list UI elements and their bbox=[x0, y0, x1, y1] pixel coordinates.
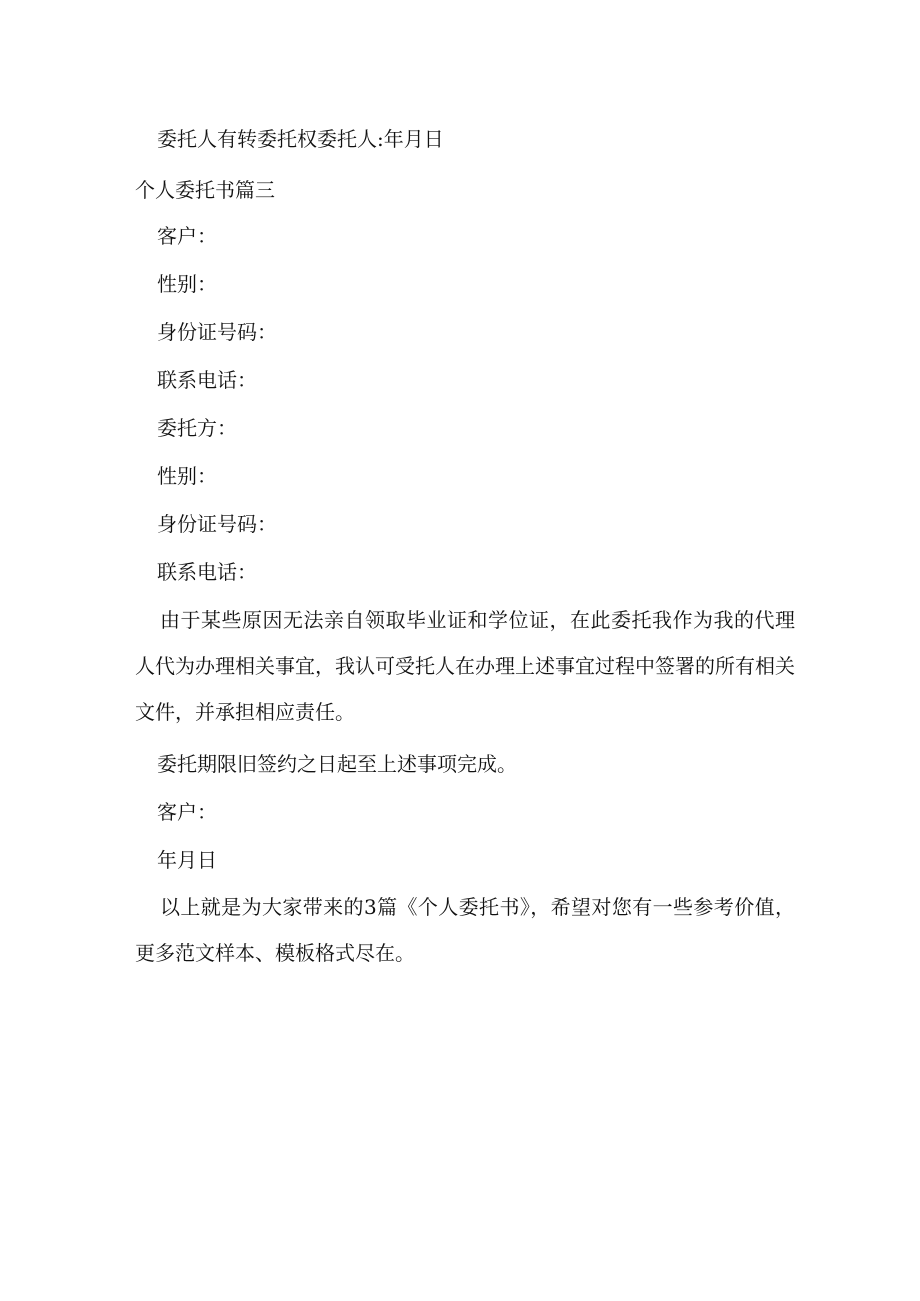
principal-phone-label: 联系电话： bbox=[157, 560, 257, 584]
section-heading: 个人委托书篇三 bbox=[135, 178, 275, 202]
authorization-paragraph: 由于某些原因无法亲自领取毕业证和学位证，在此委托我作为我的代理人代为办理相关事宜，我认可受托人在办理上述事宜过程中签署的所有相关文件，并承担相应责任。 bbox=[135, 608, 795, 724]
principal-label: 委托方： bbox=[157, 416, 237, 440]
client-signature-label: 客户： bbox=[157, 800, 217, 824]
term-line: 委托期限旧签约之日起至上述事项完成。 bbox=[157, 752, 517, 776]
client-id-number-label: 身份证号码： bbox=[157, 320, 277, 344]
principal-id-number-label: 身份证号码： bbox=[157, 512, 277, 536]
date-line: 年月日 bbox=[157, 848, 217, 872]
closing-paragraph: 以上就是为大家带来的3篇《个人委托书》，希望对您有一些参考价值，更多范文样本、模板格式尽在。 bbox=[135, 895, 795, 965]
client-phone-label: 联系电话： bbox=[157, 368, 257, 392]
client-gender-label: 性别： bbox=[157, 272, 217, 296]
client-label: 客户： bbox=[157, 224, 217, 248]
delegation-rights-line: 委托人有转委托权委托人:年月日 bbox=[157, 127, 444, 151]
principal-gender-label: 性别： bbox=[157, 464, 217, 488]
